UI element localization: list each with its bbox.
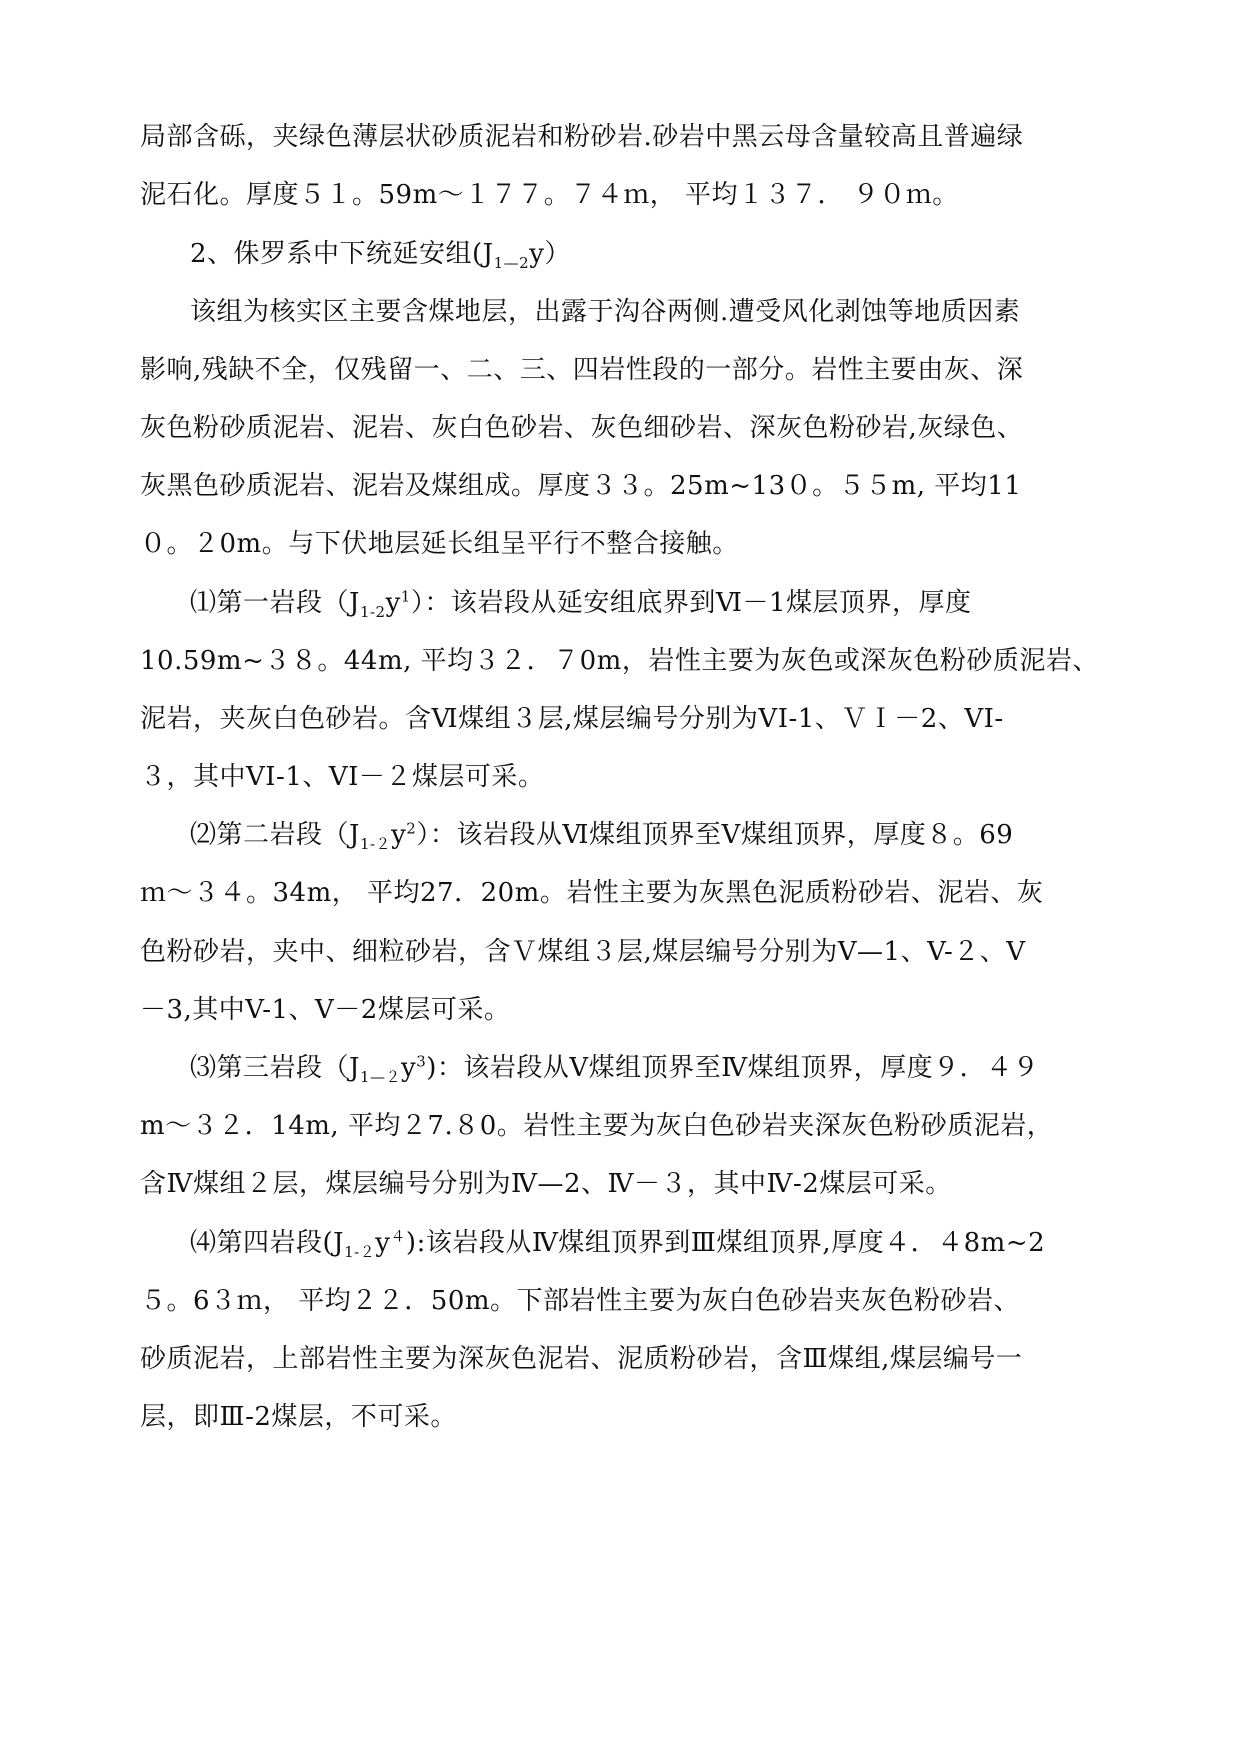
text-line: 影响,残缺不全，仅残留一、二、三、四岩性段的一部分。岩性主要由灰、深 [140, 355, 1024, 385]
heading-text: 2、侏罗系中下统延安组(J [190, 239, 494, 269]
text-line: ５。6３ｍ， 平均２２．50m。下部岩性主要为灰白色砂岩夹灰色粉砂岩、 [140, 1286, 1021, 1316]
superscript: 2 [406, 819, 417, 838]
text-line: 10.59m~３８。44m, 平均３２．７0m，岩性主要为灰色或深灰色粉砂质泥岩、 [140, 646, 1099, 676]
text-part: y [400, 1053, 417, 1083]
text-part: ）：该岩段从Ⅵ煤组顶界至Ⅴ煤组顶界，厚度８。69 [416, 820, 1014, 850]
paragraph-start [190, 818, 1100, 852]
subscript: 1-２ [344, 1243, 376, 1262]
subscript: 1-２ [359, 835, 392, 854]
text-line: 色粉砂岩，夹中、细粒砂岩，含Ｖ煤组３层,煤层编号分别为V—1、V-２、V [140, 937, 1026, 967]
paragraph-start [190, 586, 1100, 620]
text-part: ⑵第二岩段（J [190, 820, 360, 850]
text-line: 灰黑色砂质泥岩、泥岩及煤组成。厚度３３。25m~13０。５５m, 平均11 [140, 471, 1022, 501]
paragraph-start [190, 1226, 1100, 1260]
text-line: 泥岩，夹灰白色砂岩。含Ⅵ煤组３层,煤层编号分别为VI-1、ＶＩ－2、VI- [140, 704, 1004, 734]
text-line: 砂质泥岩，上部岩性主要为深灰色泥岩、泥质粉砂岩，含Ⅲ煤组,煤层编号一 [140, 1344, 1023, 1374]
subscript: 1—2 [493, 254, 530, 273]
text-line: 含Ⅳ煤组２层，煤层编号分别为Ⅳ—2、Ⅳ－３，其中Ⅳ-2煤层可采。 [140, 1169, 952, 1199]
superscript: ４ [390, 1227, 406, 1246]
text-part: ⑴第一岩段（J [190, 588, 360, 618]
text-line: ３，其中VI-1、VI－２煤层可采。 [140, 762, 545, 792]
paragraph-start [190, 1051, 1100, 1085]
text-part: y [385, 588, 401, 618]
superscript: 1 [400, 587, 411, 606]
text-line: 灰色粉砂质泥岩、泥岩、灰白色砂岩、灰色细砂岩、深灰色粉砂岩,灰绿色、 [140, 413, 1024, 443]
text-line: 该组为核实区主要含煤地层，出露于沟谷两侧.遭受风化剥蚀等地质因素 [190, 297, 1021, 327]
text-line: ０。２0m。与下伏地层延长组呈平行不整合接触。 [140, 529, 739, 559]
subscript: 1-2 [359, 603, 386, 622]
text-part: y [391, 820, 407, 850]
superscript: 3 [416, 1052, 427, 1071]
text-line: 局部含砾，夹绿色薄层状砂质泥岩和粉砂岩.砂岩中黑云母含量较高且普遍绿 [140, 122, 1024, 152]
text-line: ｍ～３４。34m， 平均27．20m。岩性主要为灰黑色泥质粉砂岩、泥岩、灰 [140, 878, 1044, 908]
text-line: m～３２．14m, 平均２7.８0。岩性主要为灰白色砂岩夹深灰色粉砂质泥岩， [140, 1111, 1054, 1141]
text-part: ）：该岩段从延安组底界到Ⅵ－1煤层顶界，厚度 [410, 588, 972, 618]
text-line: 层，即Ⅲ-2煤层，不可采。 [140, 1402, 457, 1432]
section-heading [190, 237, 1100, 271]
heading-tail: y） [529, 239, 571, 269]
text-part: ⑷第四岩段(J [190, 1228, 345, 1258]
text-line: 泥石化。厚度５１。59m～１７７。７４ｍ， 平均１３７． ９０ｍ。 [140, 180, 959, 210]
text-part: ):该岩段从Ⅳ煤组顶界到Ⅲ煤组顶界,厚度４．４8m~2 [405, 1228, 1046, 1258]
subscript: 1—２ [359, 1068, 401, 1087]
text-part: ⑶第三岩段（J [190, 1053, 360, 1083]
text-line: －3,其中V-1、V－2煤层可采。 [140, 995, 511, 1025]
text-part: )：该岩段从Ⅴ煤组顶界至Ⅳ煤组顶界，厚度９．４９ [426, 1053, 1040, 1083]
text-part: y [375, 1228, 391, 1258]
